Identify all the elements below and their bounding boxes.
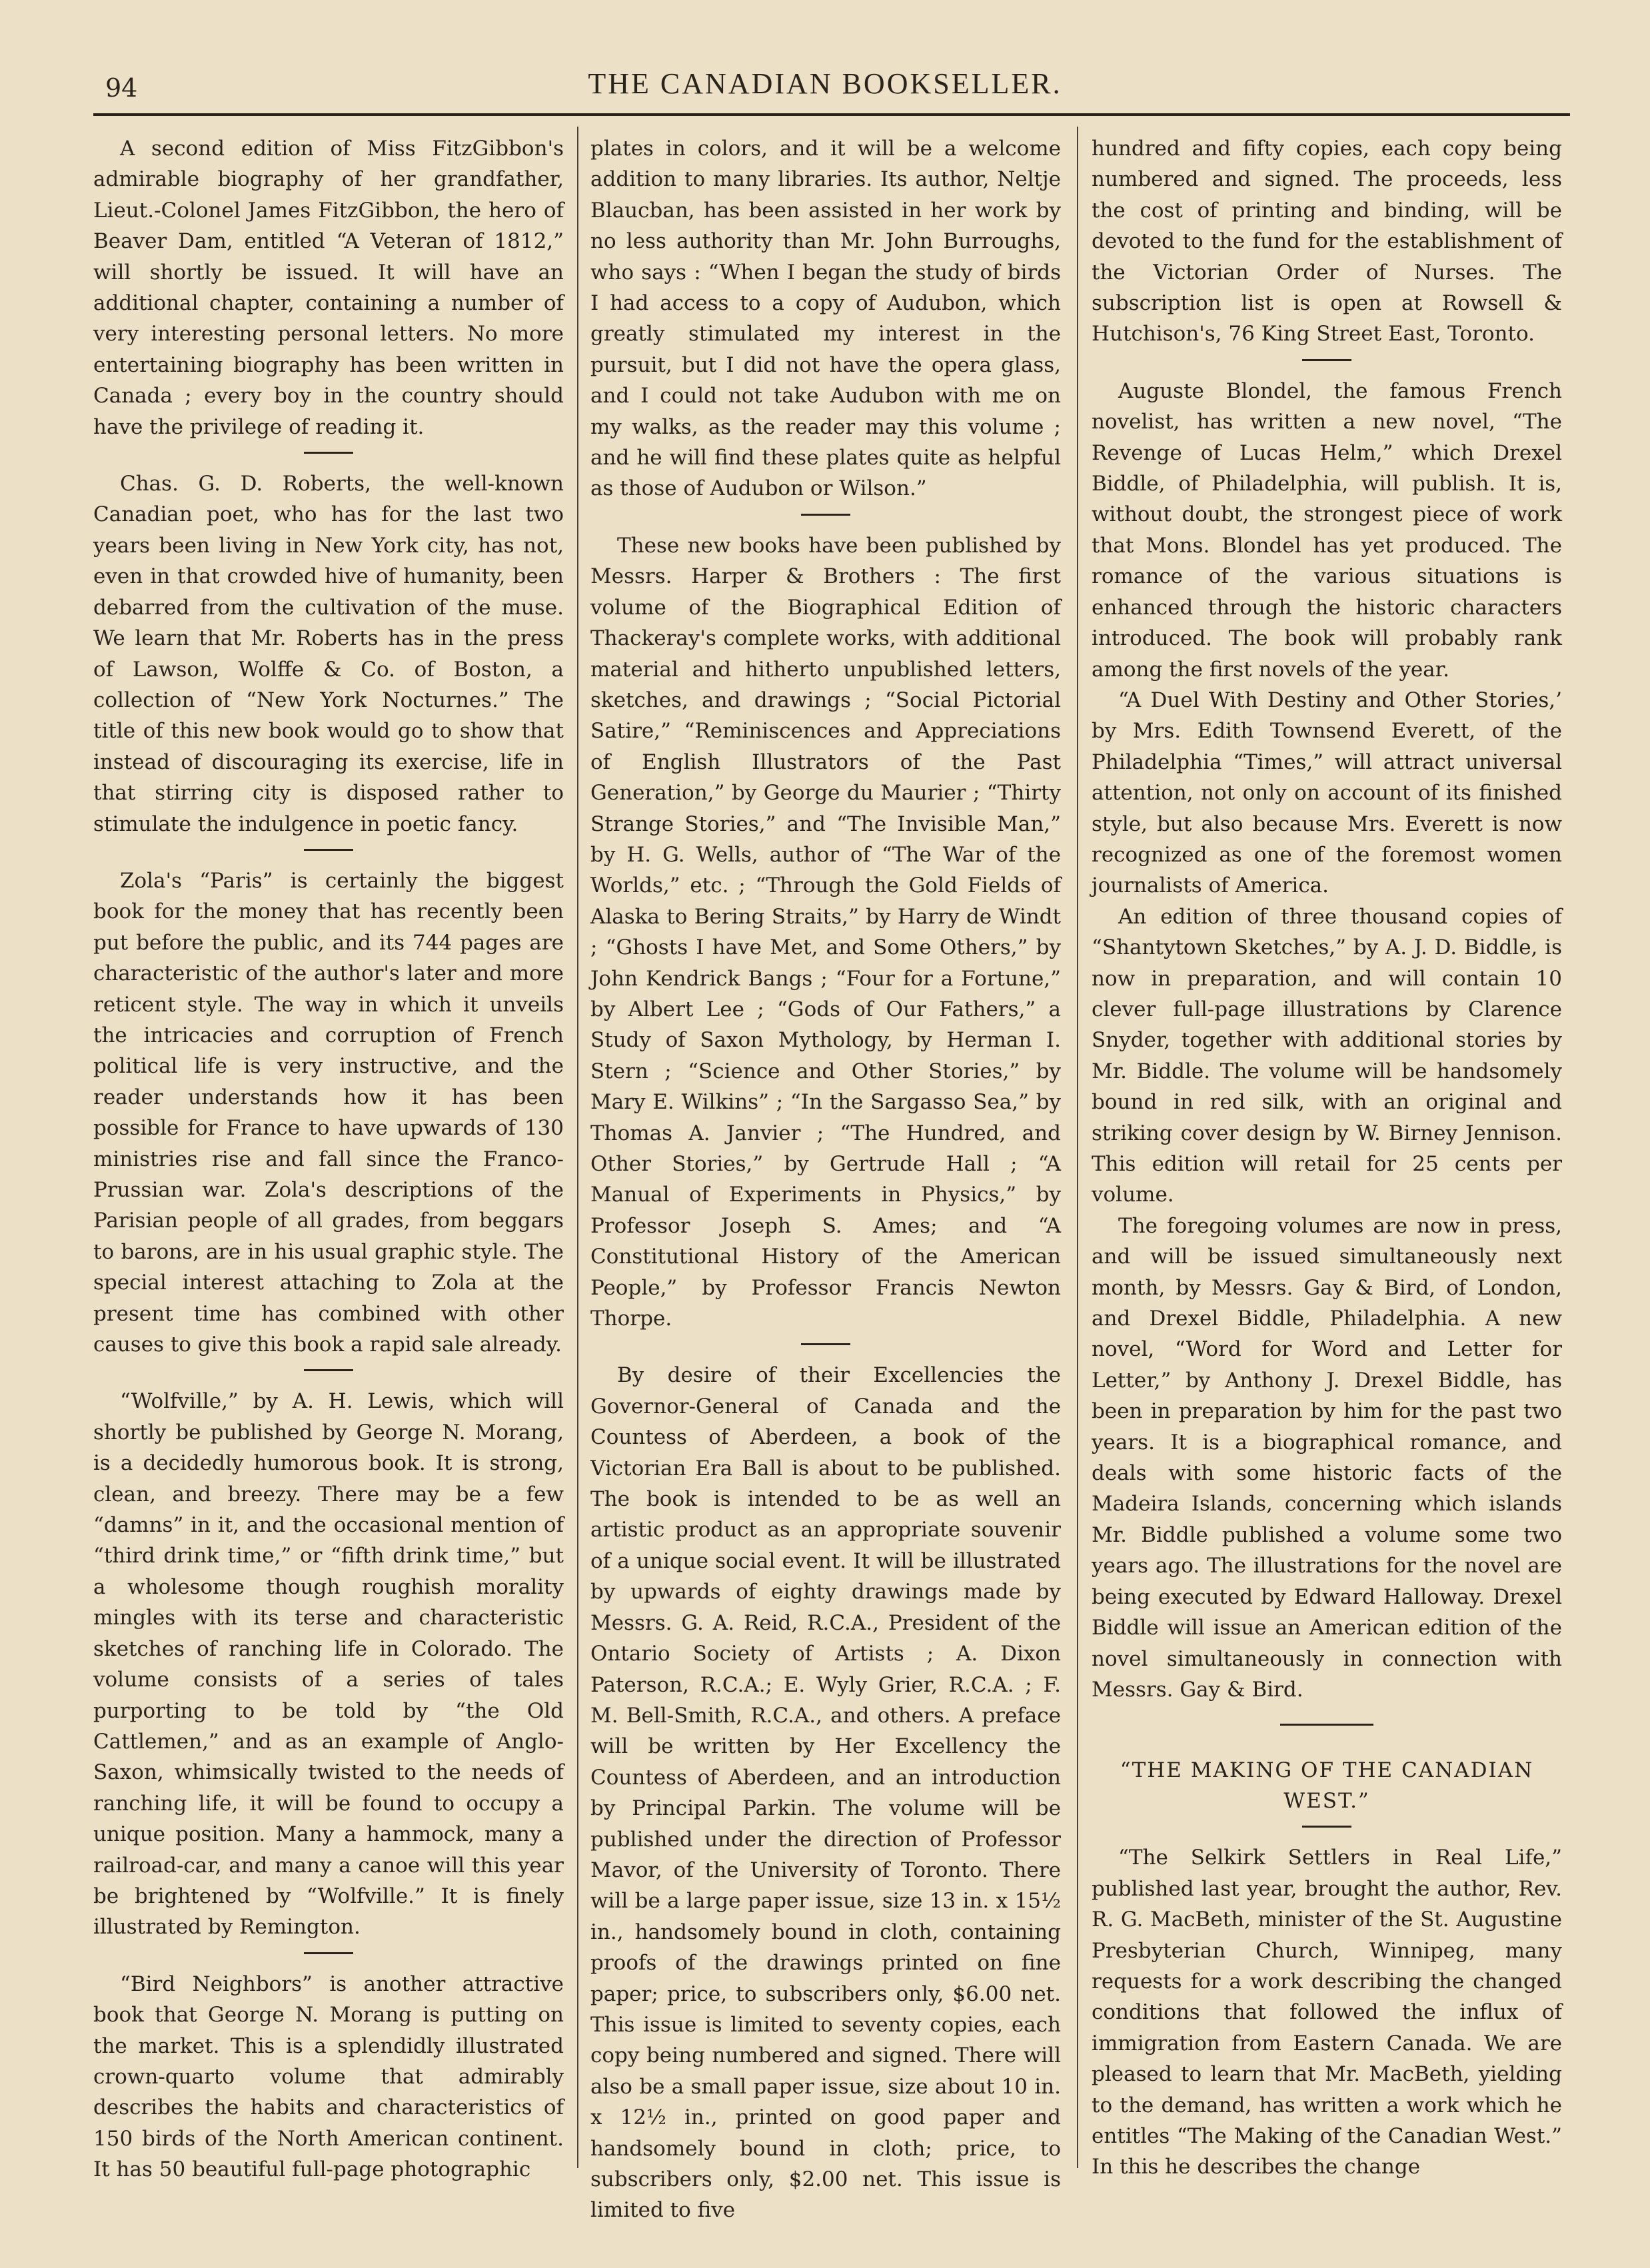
separator-rule xyxy=(304,1369,353,1371)
article-paragraph: “Wolfville,” by A. H. Lewis, which will shortly be published by George N. Morang, is a decidedly humorous book. It is strong, clean, and breezy. There may be a few “damns” in it, and the occasional mention of “third drink time,” or “fifth drink time,” but a wholesome though roughish morality mingles with its terse and characteristic sketches of ranching life in Colorado. The volume consists of a series of tales purporting to be told by “the Old Cattlemen,” and as an example of Anglo-Saxon, whimsically twisted to the needs of ranching life, it will be found to occupy a unique position. Many a hammock, many a railroad-car, and many a canoe will this year be brightened by “Wolfville.” It is finely illustrated by Remington. xyxy=(93,1389,564,1940)
article-paragraph: Chas. G. D. Roberts, the well-known Canadian poet, who has for the last two years been living in New York city, has not, even in that crowded hive of humanity, been debarred from the cultivation of the muse. We learn that Mr. Roberts has in the press of Lawson, Wolffe & Co. of Boston, a collection of “New York Nocturnes.” The title of this new book would go to show that instead of discouraging its exercise, life in that stirring city is disposed rather to stimulate the indulgence in poetic fancy. xyxy=(93,472,564,836)
article-paragraph: A second edition of Miss FitzGibbon's admirable biography of her grandfather, Lieut.-Colonel James FitzGibbon, the hero of Beaver Dam, entitled “A Veteran of 1812,” will shortly be issued. It will have an additional chapter, containing a number of very interesting personal letters. No more entertaining biography has been written in Canada ; every boy in the country should have the privilege of reading it. xyxy=(93,137,564,439)
article-paragraph: The foregoing volumes are now in press, and will be issued simultaneously next month, by Messrs. Gay & Bird, of London, and Drexel Biddle, Philadelphia. A new novel, “Word for Word and Letter for Letter,” by Anthony J. Drexel Biddle, has been in preparation by him for the past two years. It is a biographical romance, and deals with some historic facts of the Madeira Islands, concerning which islands Mr. Biddle published a volume some two years ago. The illustrations for the novel are being executed by Edward Halloway. Drexel Biddle will issue an American edition of the novel simultaneously in connection with Messrs. Gay & Bird. xyxy=(1092,1213,1562,1702)
article-paragraph: By desire of their Excellencies the Governor-General of Canada and the Countess of Aberdeen, a book of the Victorian Era Ball is about to be published. The book is intended to be as well an artistic product as an appropriate souvenir of a unique social event. It will be illustrated by upwards of eighty drawings made by Messrs. G. A. Reid, R.C.A., President of the Ontario Society of Artists ; A. Dixon Paterson, R.C.A.; E. Wyly Grier, R.C.A. ; F. M. Bell-Smith, R.C.A., and others. A preface will be written by Her Excellency the Countess of Aberdeen, and an introduction by Principal Parkin. The volume will be published under the direction of Professor Mavor, of the University of Toronto. There will be a large paper issue, size 13 in. x 15½ in., handsomely bound in cloth, containing proofs of the drawings printed on fine paper; price, to subscribers only, $6.00 net. This issue is limited to seventy copies, each copy being numbered and signed. There will also be a small paper issue, size about 10 in. x 12½ in., printed on good paper and handsomely bound in cloth; price, to subscribers only, $2.00 net. This issue is limited to five xyxy=(590,1363,1061,2223)
separator-rule xyxy=(304,849,353,851)
column-2 xyxy=(590,133,1061,2223)
separator-rule xyxy=(1280,1724,1373,1726)
column-divider xyxy=(577,127,578,2168)
separator-rule xyxy=(1302,359,1351,361)
article-paragraph: Zola's “Paris” is certainly the biggest book for the money that has recently been put before the public, and its 744 pages are characteristic of the author's later and more reticent style. The way in which it unveils the intricacies and corruption of French political life is very instructive, and the reader understands how it has been possible for France to have upwards of 130 ministries rise and fall since the Franco-Prussian war. Zola's descriptions of the Parisian people of all grades, from beggars to barons, are in his usual graphic style. The special interest attaching to Zola at the present time has combined with other causes to give this book a rapid sale already. xyxy=(93,868,564,1357)
column-3 xyxy=(1092,133,1562,2179)
article-paragraph: “The Selkirk Settlers in Real Life,” published last year, brought the author, Rev. R. G. MacBeth, minister of the St. Augustine Presbyterian Church, Winnipeg, many requests for a work describing the changed conditions that followed the influx of immigration from Eastern Canada. We are pleased to learn that Mr. MacBeth, yielding to the demand, has written a work which he entitles “The Making of the Canadian West.” In this he describes the change xyxy=(1092,1846,1562,2179)
separator-rule xyxy=(801,1343,850,1345)
running-head xyxy=(100,64,1550,107)
column-1 xyxy=(93,133,564,2182)
journal-title: THE CANADIAN BOOKSELLER. xyxy=(588,67,1062,100)
article-paragraph: An edition of three thousand copies of “Shantytown Sketches,” by A. J. D. Biddle, is now in preparation, and will contain 10 clever full-page illustrations by Clarence Snyder, together with additional stories by Mr. Biddle. The volume will be handsomely bound in red silk, with an original and striking cover design by W. Birney Jennison. This edition will retail for 25 cents per volume. xyxy=(1092,904,1562,1207)
separator-rule xyxy=(801,514,850,516)
header-rule xyxy=(93,113,1570,116)
separator-rule xyxy=(304,452,353,454)
article-paragraph: hundred and fifty copies, each copy being numbered and signed. The proceeds, less the cost of printing and binding, will be devoted to the fund for the establishment of the Victorian Order of Nurses. The subscription list is open at Rowsell & Hutchison's, 76 King Street East, Toronto. xyxy=(1092,137,1562,346)
article-paragraph: These new books have been published by Messrs. Harper & Brothers : The first volume of the Biographical Edition of Thackeray's complete works, with additional material and hitherto unpublished letters, sketches, and drawings ; “Social Pictorial Satire,” “Reminiscences and Appreciations of English Illustrators of the Past Generation,” by George du Maurier ; “Thirty Strange Stories,” and “The Invisible Man,” by H. G. Wells, author of “The War of the Worlds,” etc. ; “Through the Gold Fields of Alaska to Bering Straits,” by Harry de Windt ; “Ghosts I have Met, and Some Others,” by John Kendrick Bangs ; “Four for a Fortune,” by Albert Lee ; “Gods of Our Fathers,” a Study of Saxon Mythology, by Herman I. Stern ; “Science and Other Stories,” by Mary E. Wilkins” ; “In the Sargasso Sea,” by Thomas A. Janvier ; “The Hundred, and Other Stories,” by Gertrude Hall ; “A Manual of Experiments in Physics,” by Professor Joseph S. Ames; and “A Constitutional History of the American People,” by Professor Francis Newton Thorpe. xyxy=(590,533,1061,1331)
column-divider xyxy=(1077,127,1078,2168)
separator-rule xyxy=(1302,1826,1351,1828)
article-paragraph: “Bird Neighbors” is another attractive book that George N. Morang is putting on the market. This is a splendidly illustrated crown-quarto volume that admirably describes the habits and characteristics of 150 birds of the North American continent. It has 50 beautiful full-page photographic xyxy=(93,1972,564,2182)
page-number: 94 xyxy=(105,73,138,103)
section-heading: “THE MAKING OF THE CANADIAN WEST.” xyxy=(1120,1758,1534,1814)
article-paragraph: “A Duel With Destiny and Other Stories,’ by Mrs. Edith Townsend Everett, of the Philadelphia “Times,” will attract universal attention, not only on account of its finished style, but also because Mrs. Everett is now recognized as one of the foremost women journalists of America. xyxy=(1092,688,1562,898)
separator-rule xyxy=(304,1952,353,1954)
article-paragraph: Auguste Blondel, the famous French novelist, has written a new novel, “The Revenge of Lucas Helm,” which Drexel Biddle, of Philadelphia, will publish. It is, without doubt, the strongest piece of work that Mons. Blondel has yet produced. The romance of the various situations is enhanced through the historic characters introduced. The book will probably rank among the first novels of the year. xyxy=(1092,378,1562,682)
article-paragraph: plates in colors, and it will be a welcome addition to many libraries. Its author, Neltje Blaucban, has been assisted in her work by no less authority than Mr. John Burroughs, who says : “When I began the study of birds I had access to a copy of Audubon, which greatly stimulated my interest in the pursuit, but I did not have the opera glass, and I could not take Audubon with me on my walks, as the reader may this volume ; and he will find these plates quite as helpful as those of Audubon or Wilson.” xyxy=(590,137,1061,501)
